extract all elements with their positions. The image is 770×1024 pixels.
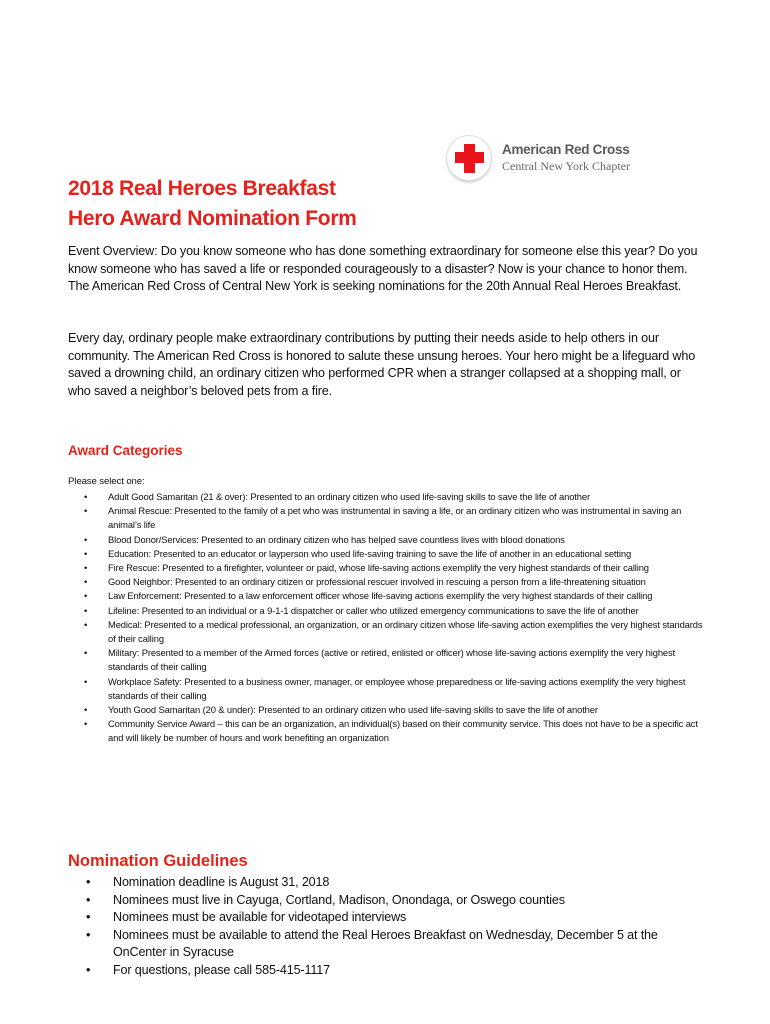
bullet-icon: • [84, 604, 88, 616]
guideline-item [86, 892, 698, 910]
bullet-icon: • [84, 491, 88, 502]
guideline-item [86, 874, 698, 892]
award-category-item [84, 589, 706, 603]
award-category-item-text: Blood Donor/Services: Presented to an ordinary citizen who has helped save countless lives with blood donations [108, 533, 565, 545]
american-red-cross-logo [447, 136, 647, 184]
award-categories-list [84, 490, 706, 746]
guideline-item-text: Nominees must be available to attend the Real Heroes Breakfast on Wednesday, December 5 at the OnCenter in Syracuse [113, 927, 658, 960]
award-category-item [84, 604, 706, 618]
award-category-item [84, 547, 706, 561]
bullet-icon: • [84, 618, 88, 630]
award-category-item-text: Law Enforcement: Presented to a law enforcement officer whose life-saving actions exemplify the very highest standards of their calling [108, 590, 653, 602]
award-category-item [84, 703, 706, 717]
bullet-icon: • [86, 910, 91, 925]
bullet-icon: • [84, 647, 88, 659]
page-title [68, 174, 357, 234]
event-overview-paragraph: Event Overview: Do you know someone who has done something extraordinary for someone else this year? Do you know someone who has saved a life or responded courageously to a disaster? Now is your chance to honor them. The American Red Cross of Central New York is seeking nominations for the 20th Annual Real Heroes Breakfast. [68, 244, 698, 294]
award-category-item [84, 717, 706, 745]
award-category-item [84, 675, 706, 703]
award-category-item-text: Good Neighbor: Presented to an ordinary citizen or professional rescuer involved in rescuing a person from a life-threatening situation [108, 576, 646, 588]
award-category-item-text: Military: Presented to a member of the Armed forces (active or retired, enlisted or officer) whose life-saving actions exemplify the very highest standards of their calling [108, 647, 676, 673]
award-category-item [84, 618, 706, 646]
guideline-item-text: Nomination deadline is August 31, 2018 [113, 875, 330, 889]
bullet-icon: • [86, 875, 91, 889]
award-category-item-text: Workplace Safety: Presented to a business owner, manager, or employee whose preparedness or life-saving actions exemplify the very highest standards of their calling [108, 675, 686, 701]
award-category-item [84, 575, 706, 589]
award-category-item-text: Community Service Award – this can be an organization, an individual(s) based on their community service. This does not have to be a specific act and will likely be number of hours and work benefiting an organization [108, 718, 698, 744]
award-category-item [84, 533, 706, 547]
award-category-item-text: Animal Rescue: Presented to the family of a pet who was instrumental in saving a life, or an ordinary citizen who was instrumental in saving an animal’s life [108, 505, 682, 531]
guideline-item [86, 927, 698, 962]
bullet-icon: • [86, 927, 91, 942]
bullet-icon: • [86, 892, 91, 907]
select-prompt: Please select one: [68, 476, 145, 487]
bullet-icon: • [84, 675, 88, 687]
nomination-guidelines-list [86, 874, 698, 980]
bullet-icon: • [84, 547, 88, 559]
guideline-item-text: For questions, please call 585-415-1117 [113, 962, 331, 977]
award-category-item [84, 490, 706, 504]
logo-name: American Red Cross [502, 142, 630, 157]
bullet-icon: • [84, 505, 88, 517]
red-cross-icon [447, 136, 491, 180]
award-category-item [84, 504, 706, 532]
title-line-1: 2018 Real Heroes Breakfast [68, 177, 336, 200]
heroes-description-paragraph: Every day, ordinary people make extraordinary contributions by putting their needs aside to help others in our community. The American Red Cross is honored to salute these unsung heroes. Your hero might be a lifeguard who saved a drowning child, an ordinary citizen who performed CPR when a stranger collapsed at a shopping mall, or who saved a neighbor’s beloved pets from a fire. [68, 331, 696, 398]
guideline-item-text: Nominees must live in Cayuga, Cortland, Madison, Onondaga, or Oswego counties [113, 892, 565, 907]
award-category-item [84, 561, 706, 575]
bullet-icon: • [84, 704, 88, 716]
guideline-item-text: Nominees must be available for videotaped interviews [113, 910, 407, 925]
award-category-item [84, 646, 706, 674]
title-line-2: Hero Award Nomination Form [68, 207, 357, 230]
guideline-item [86, 909, 698, 927]
logo-chapter: Central New York Chapter [502, 159, 630, 173]
award-category-item-text: Fire Rescue: Presented to a firefighter, volunteer or paid, whose life-saving actions exemplify the very highest standards of their calling [108, 562, 649, 574]
bullet-icon: • [84, 590, 88, 602]
award-category-item-text: Lifeline: Presented to an individual or a 9-1-1 dispatcher or caller who utilized emergency communications to save the life of another [108, 604, 639, 616]
award-category-item-text: Medical: Presented to a medical professional, an organization, or an ordinary citizen whose life-saving action exemplifies the very highest standards of their calling [108, 618, 703, 645]
bullet-icon: • [84, 533, 88, 545]
award-category-item-text: Education: Presented to an educator or layperson who used life-saving training to save the life of another in an educational setting [108, 547, 632, 559]
guideline-item [86, 962, 698, 980]
bullet-icon: • [86, 962, 91, 977]
bullet-icon: • [84, 576, 88, 588]
award-category-item-text: Adult Good Samaritan (21 & over): Presented to an ordinary citizen who used life-saving skills to save the life of another [108, 491, 590, 502]
nomination-guidelines-heading: Nomination Guidelines [68, 852, 248, 870]
bullet-icon: • [84, 718, 88, 730]
award-category-item-text: Youth Good Samaritan (20 & under): Presented to an ordinary citizen who used life-saving skills to save the life of another [108, 704, 598, 716]
award-categories-heading: Award Categories [68, 443, 183, 458]
bullet-icon: • [84, 562, 88, 574]
